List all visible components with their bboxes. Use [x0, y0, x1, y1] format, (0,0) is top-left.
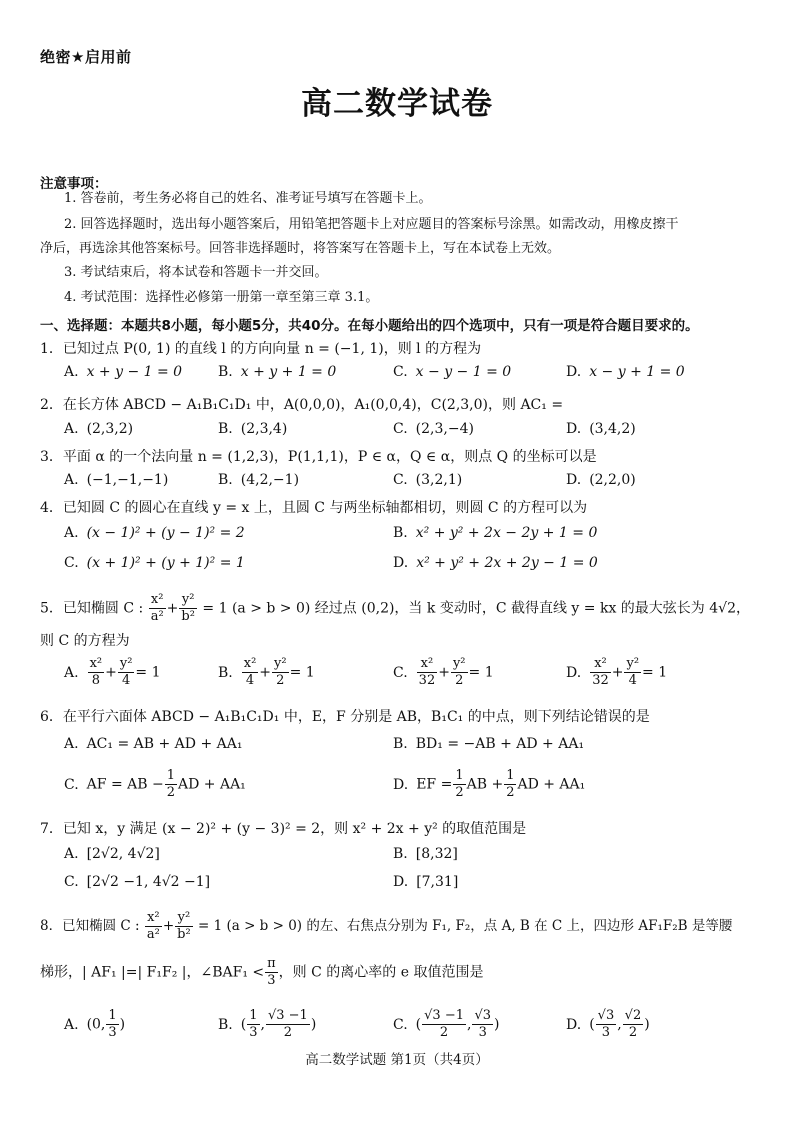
q3-option-d: D. (2,2,0): [566, 472, 636, 488]
note-2-cont: 净后，再选涂其他答案标号。回答非选择题时，将答案写在答题卡上，写在本试卷上无效。: [40, 241, 561, 256]
q1-option-a: A. x + y − 1 = 0: [64, 364, 183, 380]
section-heading: 一、选择题：本题共8小题，每小题5分，共40分。在每小题给出的四个选项中，只有一项是符合题目要求的。: [40, 318, 699, 334]
question-3-stem: 3．平面 α 的一个法向量 n = (1,2,3)，P(1,1,1)，P ∈ α，Q ∈ α，则点 Q 的坐标可以是: [40, 449, 597, 465]
q2-option-b: B. (2,3,4): [218, 421, 288, 437]
q8-option-c: C. ( $\frac{√3 -1}{2}$ , $\frac{√3}{3}$ ): [393, 1008, 500, 1040]
q5-option-d: D. $\frac{\text{x²}}{32}$ + $\frac{\text{y²}}{4}$ = 1: [566, 656, 668, 688]
confidential-label: 绝密★启用前: [40, 48, 132, 66]
fraction: $\frac{\text{y²}}{\text{b²}}$: [181, 592, 195, 624]
page-footer: 高二数学试题 第1页（共4页）: [305, 1052, 489, 1068]
question-2-stem: 2．在长方体 ABCD − A₁B₁C₁D₁ 中，A(0,0,0)，A₁(0,0,4)，C(2,3,0)，则 AC₁ =: [40, 397, 564, 413]
q5-option-b: B. $\frac{\text{x²}}{4}$ + $\frac{\text{y²}}{2}$ = 1: [218, 656, 315, 688]
question-8-stem-cont: 梯形，| AF₁ |=| F₁F₂ |，∠BAF₁ < $\frac{\pi}{3}$ ，则 C 的离心率的 e 取值范围是: [40, 956, 484, 988]
q5-option-c: C. $\frac{\text{x²}}{32}$ + $\frac{\text{y²}}{2}$ = 1: [393, 656, 494, 688]
q5-option-a: A. $\frac{\text{x²}}{8}$ + $\frac{\text{y²}}{4}$ = 1: [64, 656, 161, 688]
notes-title: 注意事项：: [40, 176, 108, 192]
fraction: $\frac{\text{x²}}{\text{a²}}$: [150, 592, 164, 624]
q7-option-c: C. [2√2 −1, 4√2 −1]: [64, 874, 211, 890]
q3-option-c: C. (3,2,1): [393, 472, 463, 488]
question-6-stem: 6．在平行六面体 ABCD − A₁B₁C₁D₁ 中，E，F 分别是 AB，B₁C₁ 的中点，则下列结论错误的是: [40, 709, 650, 725]
q7-option-a: A. [2√2, 4√2]: [64, 846, 160, 862]
note-3: 3. 考试结束后，将本试卷和答题卡一并交回。: [64, 265, 328, 280]
q6-option-a: A. AC₁ = AB + AD + AA₁: [64, 736, 243, 752]
q4-option-d: D. x² + y² + 2x + 2y − 1 = 0: [393, 555, 598, 571]
q8-option-d: D. ( $\frac{√3}{3}$ , $\frac{√2}{2}$ ): [566, 1008, 650, 1040]
fraction: $\frac{\text{y²}}{\text{b²}}$: [177, 910, 191, 942]
question-5-stem: 5．已知椭圆 C : $\frac{\text{x²}}{\text{a²}}$ + $\frac{\text{y²}}{\text{b²}}$ = 1 (a > b > 0) 经过点 (0,2)，当 k 变动时，C 截得直线 y = kx 的最大弦长为 4√2，: [40, 592, 750, 624]
q7-option-d: D. [7,31]: [393, 874, 459, 890]
note-2: 2. 回答选择题时，选出每小题答案后，用铅笔把答题卡上对应题目的答案标号涂黑。如需改动，用橡皮擦干: [64, 217, 679, 232]
q1-option-c: C. x − y − 1 = 0: [393, 364, 512, 380]
q2-option-a: A. (2,3,2): [64, 421, 134, 437]
q1-option-b: B. x + y + 1 = 0: [218, 364, 337, 380]
page-title: 高二数学试卷: [301, 86, 493, 122]
question-4-stem: 4．已知圆 C 的圆心在直线 y = x 上，且圆 C 与两坐标轴都相切，则圆 C 的方程可以为: [40, 500, 588, 516]
question-7-stem: 7．已知 x，y 满足 (x − 2)² + (y − 3)² = 2，则 x² + 2x + y² 的取值范围是: [40, 821, 527, 837]
q2-option-c: C. (2,3,−4): [393, 421, 474, 437]
q3-option-a: A. (−1,−1,−1): [64, 472, 169, 488]
q4-option-b: B. x² + y² + 2x − 2y + 1 = 0: [393, 525, 598, 541]
q7-option-b: B. [8,32]: [393, 846, 458, 862]
note-4: 4. 考试范围：选择性必修第一册第一章至第三章 3.1。: [64, 290, 379, 305]
q2-option-d: D. (3,4,2): [566, 421, 636, 437]
q6-option-d: D. EF = $\frac{1}{2}$ AB + $\frac{1}{2}$ AD + AA₁: [393, 768, 586, 800]
q8-option-b: B. ( $\frac{1}{3}$ , $\frac{√3 -1}{2}$ ): [218, 1008, 317, 1040]
q4-option-a: A. (x − 1)² + (y − 1)² = 2: [64, 525, 245, 541]
q8-option-a: A. (0, $\frac{1}{3}$ ): [64, 1008, 126, 1040]
q1-option-d: D. x − y + 1 = 0: [566, 364, 685, 380]
q3-option-b: B. (4,2,−1): [218, 472, 300, 488]
question-5-stem-cont: 则 C 的方程为: [40, 633, 130, 649]
fraction: $\frac{\text{x²}}{\text{a²}}$: [146, 910, 160, 942]
q6-option-b: B. BD₁ = −AB + AD + AA₁: [393, 736, 585, 752]
question-1-stem: 1．已知过点 P(0, 1) 的直线 l 的方向向量 n = (−1, 1)，则 l 的方程为: [40, 341, 482, 357]
question-8-stem: 8．已知椭圆 C : $\frac{\text{x²}}{\text{a²}}$ + $\frac{\text{y²}}{\text{b²}}$ = 1 (a > b > 0) 的左、右焦点分别为 F₁, F₂，点 A, B 在 C 上，四边形 AF₁F₂B 是等腰: [40, 910, 733, 942]
q6-option-c: C. AF = AB − $\frac{1}{2}$ AD + AA₁: [64, 768, 246, 800]
q4-option-c: C. (x + 1)² + (y + 1)² = 1: [64, 555, 245, 571]
note-1: 1. 答卷前，考生务必将自己的姓名、准考证号填写在答题卡上。: [64, 191, 432, 206]
